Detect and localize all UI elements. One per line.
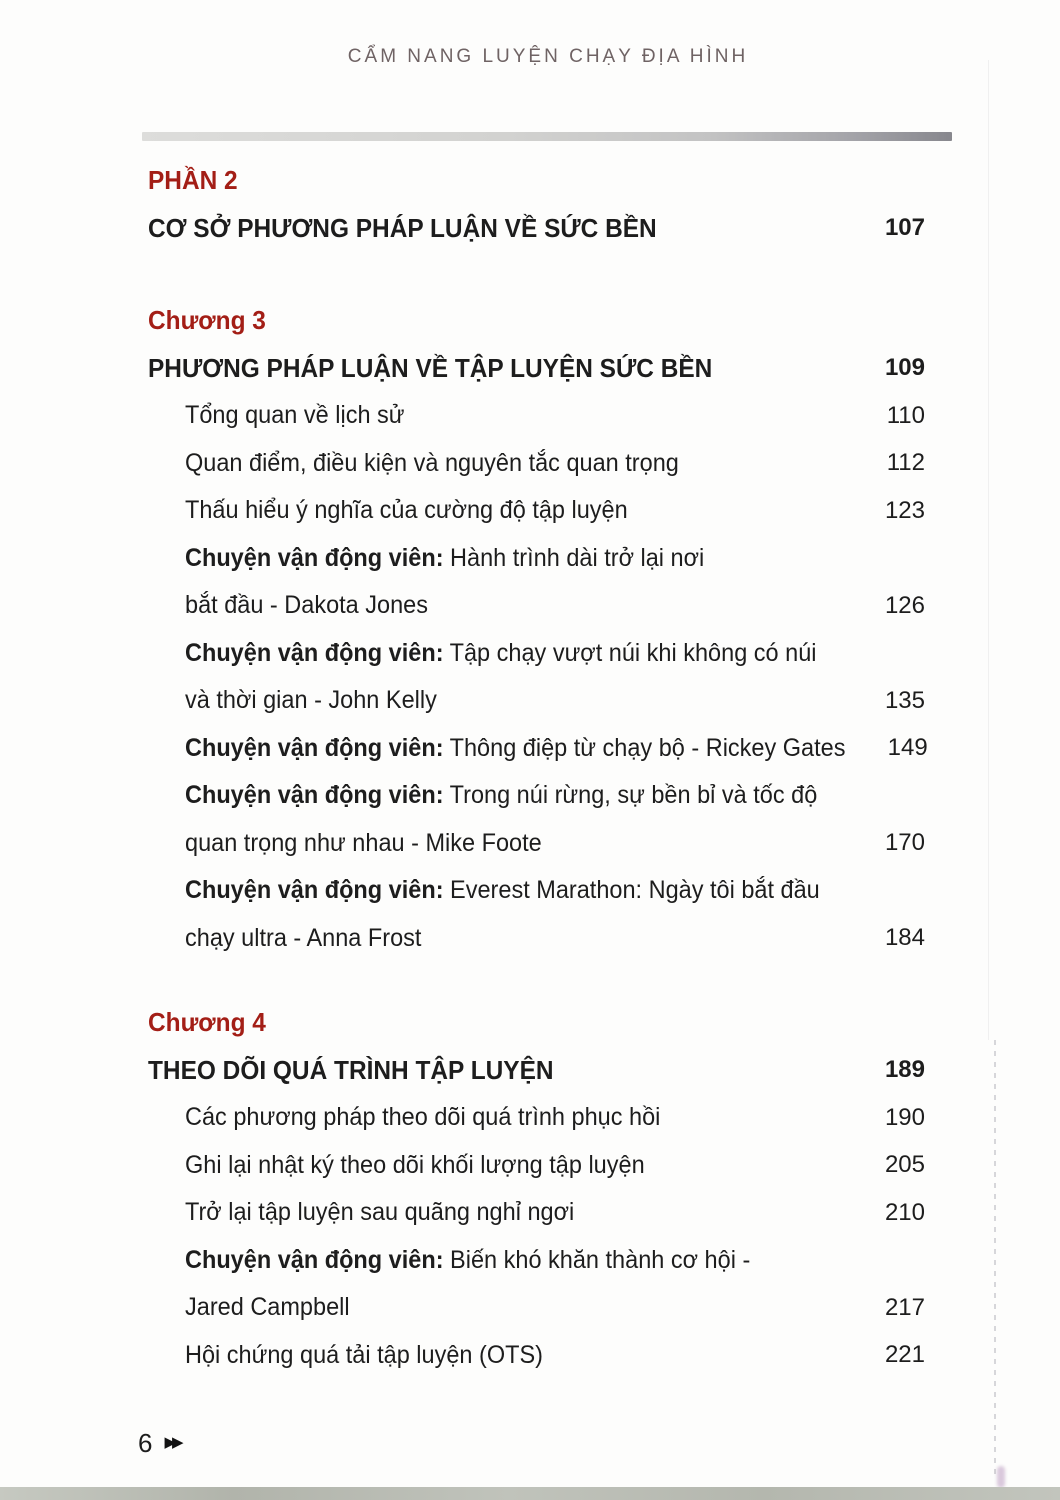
page-number: 190 bbox=[884, 1103, 925, 1131]
entry-text bbox=[185, 781, 817, 810]
page-edge-faint-line bbox=[988, 60, 989, 1040]
entry-text bbox=[148, 1055, 554, 1086]
toc-entry-row bbox=[148, 915, 925, 963]
toc-entry-text: Thấu hiểu ý nghĩa của cường độ tập luyện bbox=[185, 496, 628, 525]
story-prefix: Chuyện vận động viên: bbox=[185, 1245, 444, 1274]
toc-entry-text: Jared Campbell bbox=[185, 1293, 350, 1322]
page-number: 109 bbox=[884, 354, 925, 382]
chapter-title-row bbox=[148, 1047, 925, 1095]
toc-entry-row bbox=[148, 582, 925, 630]
page-edge-dashed-line bbox=[994, 1040, 996, 1478]
page-number: 217 bbox=[884, 1293, 925, 1321]
entry-text bbox=[185, 1103, 660, 1132]
toc-entry-row bbox=[148, 1284, 925, 1332]
toc-entry-row bbox=[148, 392, 925, 440]
section-label-text: Chương 4 bbox=[148, 1007, 266, 1038]
scan-bottom-edge bbox=[0, 1487, 1060, 1500]
toc-entry-row bbox=[148, 630, 925, 678]
story-prefix: Chuyện vận động viên: bbox=[185, 733, 444, 762]
chapter-title-row bbox=[148, 345, 925, 393]
chapter-title-row bbox=[148, 205, 925, 253]
entry-text bbox=[185, 544, 704, 573]
section-gap bbox=[148, 962, 925, 999]
separator-rule bbox=[142, 132, 952, 141]
double-right-arrows-icon: ▶▶ bbox=[164, 1434, 180, 1451]
toc-entry-row bbox=[148, 487, 925, 535]
page-number: 135 bbox=[884, 686, 925, 714]
chapter-title-text: PHƯƠNG PHÁP LUẬN VỀ TẬP LUYỆN SỨC BỀN bbox=[148, 352, 713, 383]
entry-text bbox=[185, 1246, 750, 1275]
toc-entry-text: Tập chạy vượt núi khi không có núi bbox=[443, 638, 817, 667]
entry-text bbox=[148, 165, 238, 196]
section-label-text: Chương 3 bbox=[148, 305, 266, 336]
story-prefix: Chuyện vận động viên: bbox=[185, 781, 444, 810]
story-prefix: Chuyện vận động viên: bbox=[185, 638, 444, 667]
entry-text bbox=[185, 1293, 350, 1322]
toc-entry-text: và thời gian - John Kelly bbox=[185, 686, 437, 715]
entry-text bbox=[185, 1341, 543, 1370]
toc-entry-row bbox=[148, 772, 925, 820]
page-number: 210 bbox=[884, 1198, 925, 1226]
entry-text bbox=[185, 876, 820, 905]
page-number: 205 bbox=[884, 1151, 925, 1179]
entry-text bbox=[185, 1151, 645, 1180]
story-prefix: Chuyện vận động viên: bbox=[185, 876, 444, 905]
toc-entry-row bbox=[148, 1094, 925, 1142]
entry-text bbox=[148, 213, 657, 244]
toc-entry-text: Ghi lại nhật ký theo dõi khối lượng tập luyện bbox=[185, 1150, 645, 1179]
toc-entry-row bbox=[148, 867, 925, 915]
toc-entry-row bbox=[148, 725, 928, 773]
page-number: 123 bbox=[884, 496, 925, 524]
entry-text bbox=[185, 639, 817, 668]
toc-entry-row bbox=[148, 1332, 925, 1380]
toc-entry-text: bắt đầu - Dakota Jones bbox=[185, 591, 428, 620]
entry-text bbox=[185, 591, 428, 620]
toc-entry-row bbox=[148, 1237, 925, 1285]
story-prefix: Chuyện vận động viên: bbox=[185, 543, 444, 572]
toc-entry-text: Trở lại tập luyện sau quãng nghỉ ngơi bbox=[185, 1198, 575, 1227]
entry-text bbox=[148, 353, 712, 384]
section-gap bbox=[148, 252, 925, 297]
entry-text bbox=[185, 924, 421, 953]
page-number: 221 bbox=[884, 1341, 925, 1369]
toc-entry-text: chạy ultra - Anna Frost bbox=[185, 923, 422, 952]
entry-text bbox=[185, 449, 679, 478]
toc-entry-text: Biến khó khăn thành cơ hội - bbox=[443, 1245, 751, 1274]
page-number: 184 bbox=[884, 924, 925, 952]
toc-entry-row bbox=[148, 820, 925, 868]
section-label bbox=[148, 999, 925, 1047]
entry-text bbox=[185, 734, 845, 763]
page-number: 149 bbox=[887, 734, 928, 762]
chapter-title-text: CƠ SỞ PHƯƠNG PHÁP LUẬN VỀ SỨC BỀN bbox=[148, 212, 657, 243]
toc-entry-text: Các phương pháp theo dõi quá trình phục hồi bbox=[185, 1103, 661, 1132]
chapter-title-text: THEO DÕI QUÁ TRÌNH TẬP LUYỆN bbox=[148, 1054, 554, 1085]
toc-entry-row bbox=[148, 1189, 925, 1237]
scan-smudge bbox=[997, 1466, 1005, 1488]
toc-entry-row bbox=[148, 535, 925, 583]
page-number: 170 bbox=[884, 829, 925, 857]
toc-entry-text: Quan điểm, điều kiện và nguyên tắc quan trọng bbox=[185, 448, 679, 477]
entry-text bbox=[148, 1007, 266, 1038]
toc-entry-text: quan trọng như nhau - Mike Foote bbox=[185, 828, 542, 857]
toc-entry-text: Tổng quan về lịch sử bbox=[185, 401, 405, 430]
entry-text bbox=[148, 305, 266, 336]
page-footer bbox=[138, 1426, 184, 1460]
section-label-text: PHẦN 2 bbox=[148, 165, 238, 196]
toc-entry-text: Thông điệp từ chạy bộ - Rickey Gates bbox=[443, 733, 846, 762]
entry-text bbox=[185, 829, 542, 858]
running-header: CẨM NANG LUYỆN CHẠY ĐỊA HÌNH bbox=[347, 46, 749, 67]
toc-entry-text: Hành trình dài trở lại nơi bbox=[443, 543, 705, 572]
entry-text bbox=[185, 1198, 574, 1227]
page-number: 112 bbox=[886, 449, 925, 477]
page-number: 107 bbox=[884, 214, 925, 242]
toc-entry-row bbox=[148, 440, 925, 488]
page-number: 126 bbox=[884, 591, 925, 619]
entry-text bbox=[185, 686, 437, 715]
entry-text bbox=[185, 496, 628, 525]
footer-page-number: 6 bbox=[138, 1427, 153, 1458]
toc-entry-text: Everest Marathon: Ngày tôi bắt đầu bbox=[443, 876, 820, 905]
toc-entry-text: Trong núi rừng, sự bền bỉ và tốc độ bbox=[443, 781, 818, 810]
page-number: 110 bbox=[886, 401, 925, 429]
section-label bbox=[148, 157, 925, 205]
entry-text bbox=[185, 401, 405, 430]
toc-entry-row bbox=[148, 677, 925, 725]
section-label bbox=[148, 297, 925, 345]
page-number: 189 bbox=[884, 1056, 925, 1084]
table-of-contents bbox=[148, 143, 928, 1379]
toc-entry-text: Hội chứng quá tải tập luyện (OTS) bbox=[185, 1340, 543, 1369]
toc-entry-row bbox=[148, 1142, 925, 1190]
